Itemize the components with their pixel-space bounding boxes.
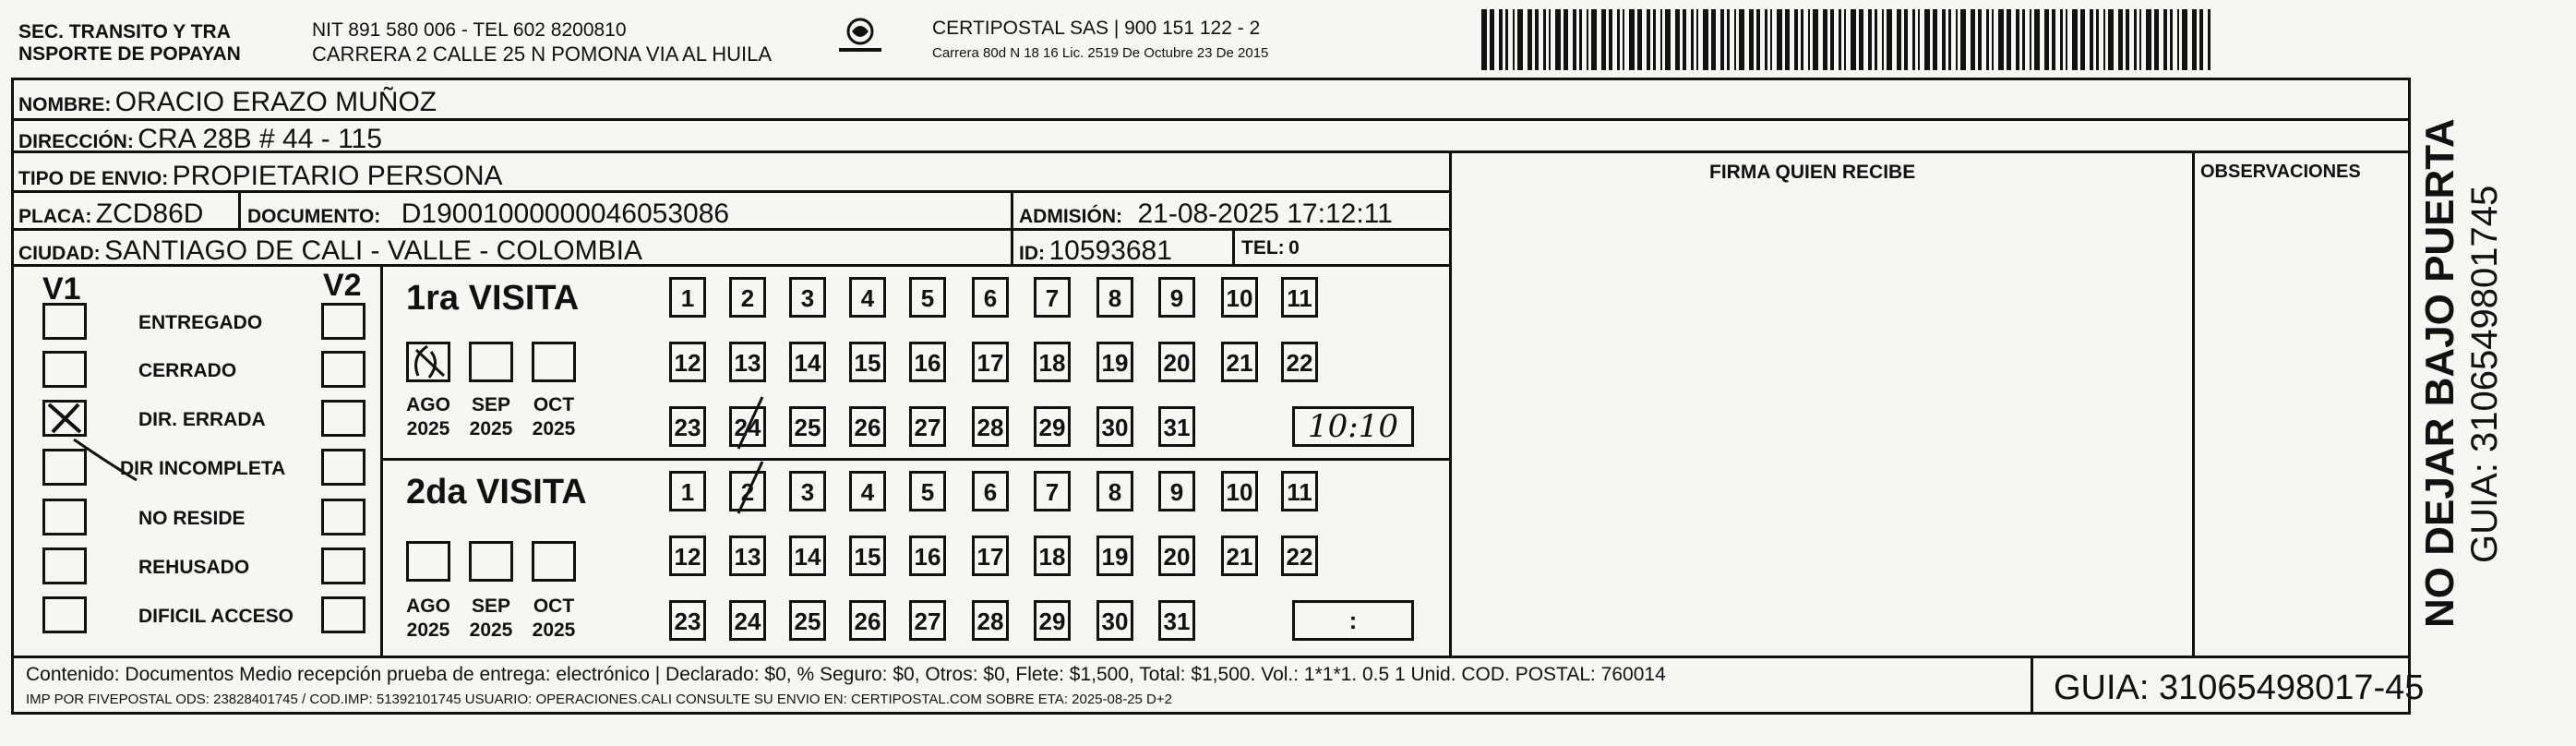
day-box[interactable]: 20: [1158, 342, 1195, 382]
status-option-label: DIFICIL ACCESO: [138, 606, 294, 627]
day-box[interactable]: 9: [1158, 471, 1195, 511]
day-box[interactable]: 17: [972, 535, 1009, 576]
tipo-envio-label: TIPO DE ENVIO:: [18, 168, 169, 189]
day-box[interactable]: 30: [1096, 600, 1133, 641]
observaciones-header: OBSERVACIONES: [2200, 162, 2361, 182]
day-box[interactable]: 6: [972, 277, 1009, 318]
day-box[interactable]: 29: [1034, 600, 1071, 641]
v2-header: V2: [323, 268, 362, 303]
nombre-label: NOMBRE:: [18, 94, 112, 115]
sender-line-1: SEC. TRANSITO Y TRA: [18, 21, 231, 42]
v2-checkbox[interactable]: [321, 351, 365, 388]
day-box[interactable]: 17: [972, 342, 1009, 382]
month-checkbox[interactable]: [469, 541, 513, 582]
month-label: AGO 2025: [406, 596, 450, 642]
day-box[interactable]: 20: [1158, 535, 1195, 576]
day-box[interactable]: 6: [972, 471, 1009, 511]
footer-print-line: IMP POR FIVEPOSTAL ODS: 23828401745 / COD.IMP: 51392101745 USUARIO: OPERACIONES.CALI CONSULTE SU ENVIO EN: CERTIPOSTAL.COM SOBRE ETA: 2025-08-25 D+2: [26, 692, 1172, 707]
tipo-envio-value: PROPIETARIO PERSONA: [172, 161, 503, 191]
ciudad-field: [18, 235, 642, 267]
second-visit-title: 2da VISITA: [406, 473, 587, 511]
day-box[interactable]: 13: [729, 342, 766, 382]
v1-checkbox[interactable]: [42, 400, 87, 437]
nombre-value: ORACIO ERAZO MUÑOZ: [114, 87, 437, 117]
id-field: [1019, 235, 1172, 267]
day-box[interactable]: 25: [789, 600, 826, 641]
day-box[interactable]: 27: [909, 406, 946, 447]
v2-checkbox[interactable]: [321, 400, 365, 437]
month-label: OCT 2025: [532, 596, 576, 642]
firma-header: FIRMA QUIEN RECIBE: [1709, 162, 1916, 183]
day-box[interactable]: 28: [972, 600, 1009, 641]
v2-checkbox[interactable]: [321, 547, 365, 584]
pen-stroke: [72, 438, 183, 493]
admision-field: [1019, 199, 1393, 230]
day-box[interactable]: 25: [789, 406, 826, 447]
pen-mark-icon: [731, 391, 772, 456]
status-option-label: NO RESIDE: [138, 508, 246, 529]
day-box[interactable]: 18: [1034, 535, 1071, 576]
day-box[interactable]: 3: [789, 471, 826, 511]
status-option-label: REHUSADO: [138, 557, 250, 578]
admision-value: 21-08-2025 17:12:11: [1137, 199, 1393, 229]
month-label: OCT 2025: [532, 394, 576, 440]
pen-mark-icon: [731, 456, 772, 521]
placa-value: ZCD86D: [95, 199, 204, 229]
month-label: SEP 2025: [469, 596, 513, 642]
day-box[interactable]: 16: [909, 535, 946, 576]
tel-value: 0: [1288, 237, 1300, 259]
v2-checkbox[interactable]: [321, 499, 365, 535]
tel-label: TEL:: [1241, 237, 1285, 259]
day-box[interactable]: 1: [669, 277, 706, 318]
side-guia: GUIA: 3106549801745: [2464, 185, 2505, 563]
v2-checkbox[interactable]: [321, 596, 365, 633]
day-box[interactable]: 23: [669, 600, 706, 641]
certipostal-logo: [835, 17, 885, 57]
x-mark-icon: [45, 403, 84, 434]
day-box[interactable]: 3: [789, 277, 826, 318]
month-checkbox[interactable]: [532, 342, 576, 382]
time-box[interactable]: 10:10: [1292, 406, 1414, 447]
month-checkbox[interactable]: [406, 342, 450, 382]
ciudad-label: CIUDAD:: [18, 243, 101, 264]
day-box[interactable]: 31: [1158, 406, 1195, 447]
day-box[interactable]: 7: [1034, 471, 1071, 511]
status-option-label: DIR INCOMPLETA: [120, 458, 286, 479]
day-box[interactable]: 2: [729, 471, 766, 511]
day-box[interactable]: 8: [1096, 277, 1133, 318]
day-box[interactable]: 29: [1034, 406, 1071, 447]
month-checkbox[interactable]: [532, 541, 576, 582]
direccion-label: DIRECCIÓN:: [18, 131, 134, 152]
placa-label: PLACA:: [18, 206, 92, 227]
v1-checkbox[interactable]: [42, 547, 87, 584]
nombre-field: [18, 87, 437, 118]
documento-field: [247, 199, 729, 230]
day-box[interactable]: 14: [789, 535, 826, 576]
day-box[interactable]: 10: [1221, 277, 1258, 318]
tipo-envio-field: [18, 161, 503, 192]
day-box[interactable]: 1: [669, 471, 706, 511]
id-label: ID:: [1019, 243, 1045, 264]
day-box[interactable]: 27: [909, 600, 946, 641]
day-box[interactable]: 12: [669, 535, 706, 576]
status-option-label: ENTREGADO: [138, 312, 263, 333]
day-box[interactable]: 13: [729, 535, 766, 576]
day-box[interactable]: 21: [1221, 535, 1258, 576]
day-box[interactable]: 11: [1281, 277, 1318, 318]
day-box[interactable]: 4: [849, 471, 886, 511]
barcode: [1481, 9, 2211, 70]
admision-label: ADMISIÓN:: [1019, 206, 1122, 227]
tel-field: [1241, 237, 1300, 259]
v1-checkbox[interactable]: [42, 499, 87, 535]
ciudad-value: SANTIAGO DE CALI - VALLE - COLOMBIA: [104, 235, 643, 266]
v2-checkbox[interactable]: [321, 449, 365, 486]
placa-field: [18, 199, 203, 230]
license-line: Carrera 80d N 18 16 Lic. 2519 De Octubre 23 De 2015: [932, 45, 1269, 61]
day-box[interactable]: 18: [1034, 342, 1071, 382]
status-option-label: DIR. ERRADA: [138, 409, 266, 430]
direccion-field: [18, 124, 382, 155]
day-box[interactable]: 15: [849, 342, 886, 382]
day-box[interactable]: 16: [909, 342, 946, 382]
month-label: AGO 2025: [406, 394, 450, 440]
day-box[interactable]: 14: [789, 342, 826, 382]
day-box[interactable]: 5: [909, 277, 946, 318]
x-mark-icon: [409, 344, 448, 379]
day-box[interactable]: 21: [1221, 342, 1258, 382]
day-box[interactable]: 11: [1281, 471, 1318, 511]
footer-guia-box: GUIA: 31065498017-45: [2054, 668, 2425, 707]
day-box[interactable]: 28: [972, 406, 1009, 447]
day-box[interactable]: 7: [1034, 277, 1071, 318]
v1-header: V1: [42, 271, 81, 307]
status-option-label: CERRADO: [138, 360, 237, 381]
v2-checkbox[interactable]: [321, 303, 365, 340]
day-box[interactable]: 8: [1096, 471, 1133, 511]
day-box[interactable]: 4: [849, 277, 886, 318]
day-box[interactable]: 24: [729, 600, 766, 641]
month-checkbox[interactable]: [469, 342, 513, 382]
day-box[interactable]: 10: [1221, 471, 1258, 511]
day-box[interactable]: 30: [1096, 406, 1133, 447]
day-box[interactable]: 5: [909, 471, 946, 511]
day-box[interactable]: 15: [849, 535, 886, 576]
direccion-value: CRA 28B # 44 - 115: [138, 124, 382, 154]
no-dejar-bajo-puerta: NO DEJAR BAJO PUERTA: [2417, 118, 2462, 628]
nit-line: NIT 891 580 006 - TEL 602 8200810: [312, 19, 627, 41]
day-box[interactable]: 19: [1096, 342, 1133, 382]
v1-checkbox[interactable]: [42, 303, 87, 340]
company-line: CERTIPOSTAL SAS | 900 151 122 - 2: [932, 18, 1261, 39]
day-box[interactable]: 31: [1158, 600, 1195, 641]
month-label: SEP 2025: [469, 394, 513, 440]
day-box[interactable]: 24: [729, 406, 766, 447]
day-box[interactable]: 12: [669, 342, 706, 382]
day-box[interactable]: 9: [1158, 277, 1195, 318]
day-box[interactable]: 26: [849, 406, 886, 447]
day-box[interactable]: 22: [1281, 535, 1318, 576]
day-box[interactable]: 26: [849, 600, 886, 641]
v1-checkbox[interactable]: [42, 351, 87, 388]
footer-content-line: Contenido: Documentos Medio recepción prueba de entrega: electrónico | Declarado: $0, % Seguro: $0, Otros: $0, Flete: $1,500, Total: $1,500. Vol.: 1*1*1. 0.5 1 Unid. COD. POSTAL: 760014: [26, 664, 1666, 685]
id-value: 10593681: [1048, 235, 1172, 266]
v1-checkbox[interactable]: [42, 596, 87, 633]
sender-line-2: NSPORTE DE POPAYAN: [18, 43, 241, 65]
documento-value: D19001000000046053086: [401, 199, 730, 229]
month-checkbox[interactable]: [406, 541, 450, 582]
day-box[interactable]: 19: [1096, 535, 1133, 576]
documento-label: DOCUMENTO:: [247, 206, 381, 227]
day-box[interactable]: 2: [729, 277, 766, 318]
address-line: CARRERA 2 CALLE 25 N POMONA VIA AL HUILA: [312, 42, 773, 66]
day-box[interactable]: 22: [1281, 342, 1318, 382]
time-box[interactable]: :: [1292, 600, 1414, 641]
day-box[interactable]: 23: [669, 406, 706, 447]
first-visit-title: 1ra VISITA: [406, 279, 580, 318]
